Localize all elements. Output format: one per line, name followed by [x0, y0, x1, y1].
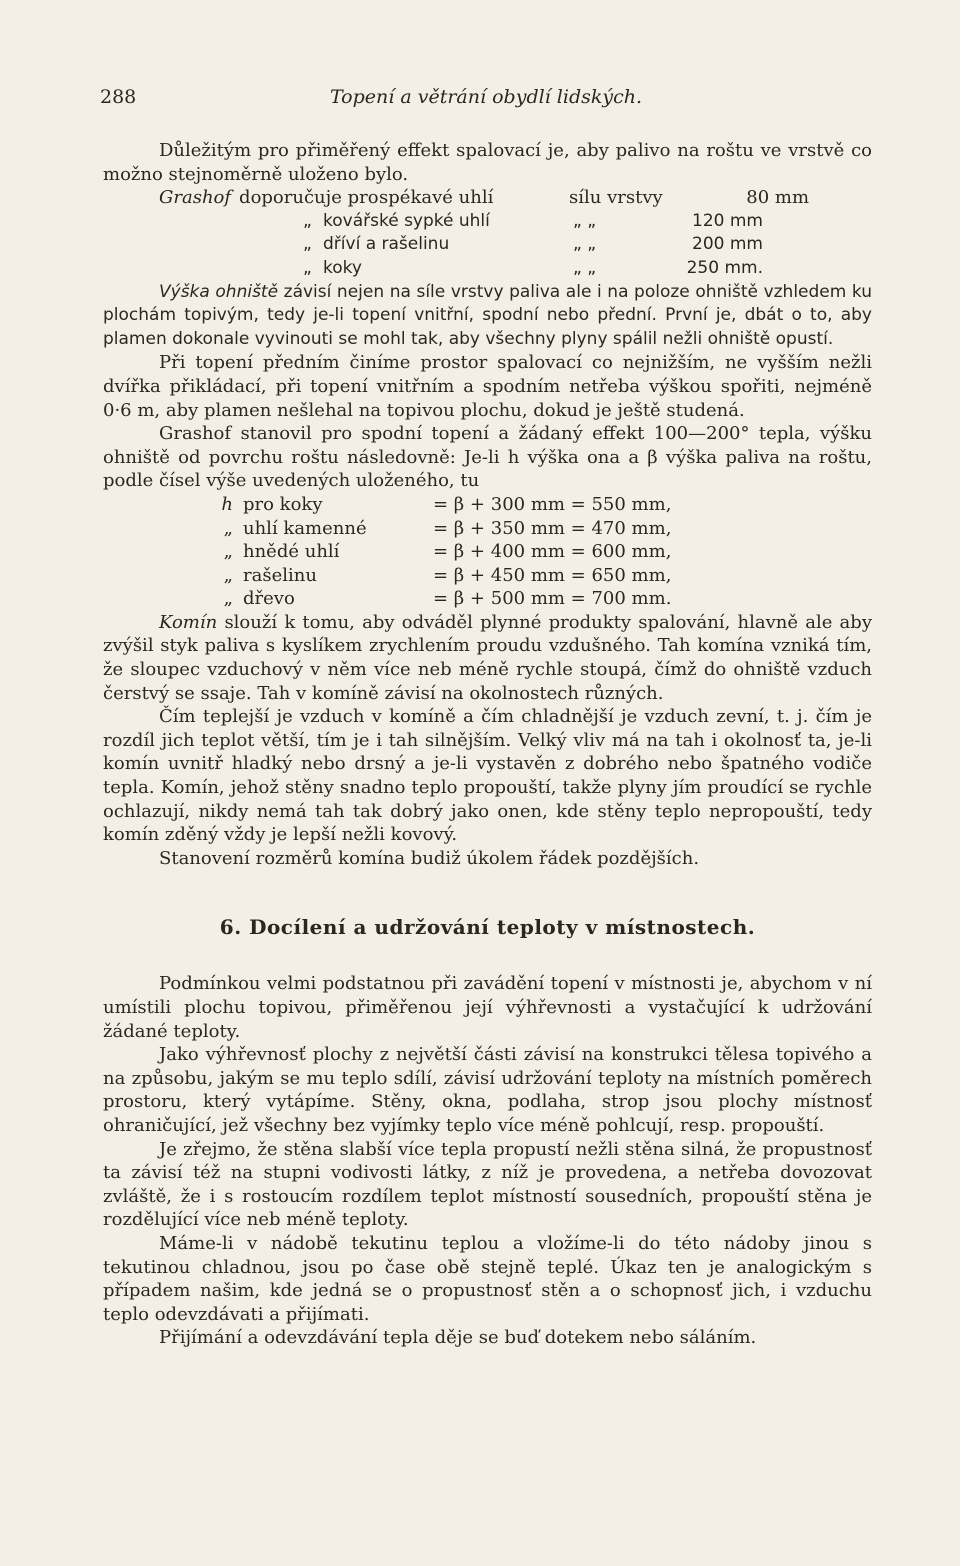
formula-row — [103, 587, 872, 611]
row-item: koky — [323, 257, 362, 278]
row-name: dřevo — [243, 588, 295, 610]
row-expr: = β + 400 mm = 600 mm, — [433, 541, 672, 563]
paragraph: Je zřejmo, že stěna slabší více tepla propustí nežli stěna silná, že propustnosť ta závisí též na stupni vodivosti látky, z níž je provedena, a netřeba dovozovat zvláště, že i s rostoucím rozdílem teplot místností sousedních, propouští stěna je rozdělující více neb méně teploty. — [103, 1138, 872, 1231]
row-expr: = β + 450 mm = 650 mm, — [433, 564, 672, 586]
row-name: rašelinu — [243, 564, 317, 586]
row-lead: „ — [223, 564, 233, 586]
grashof-row — [103, 210, 872, 234]
row-label: „ „ — [573, 210, 597, 231]
formula-row — [103, 493, 872, 517]
formula-row — [103, 540, 872, 564]
row-lead: h — [221, 493, 233, 515]
grashof-row — [103, 257, 872, 281]
page-number: 288 — [100, 86, 137, 108]
paragraph: Máme-li v nádobě tekutinu teplou a vložíme-li do této nádoby jinou s tekutinou chladnou, jsou po čase obě stejně teplé. Úkaz ten je analogickým s případem našim, kde jedná se o propustnosť stěn a o schopnosť jich, i vzduchu teplo odevzdávati a přijímati. — [103, 1232, 872, 1325]
paragraph — [103, 281, 872, 352]
row-lead: „ — [223, 588, 233, 610]
paragraph-text: slouží k tomu, aby odváděl plynné produkty spalování, hlavně ale aby zvýšil styk paliva s kyslíkem zrychlením proudu vzdušného. Tah komína vzniká tím, že sloupec vzduchový v něm více neb méně rychle stoupá, čímž do ohniště vzduch čerstvý se ssaje. Tah v komíně závisí na okolnostech různých. — [103, 611, 872, 704]
row-lead: „ — [303, 210, 312, 231]
row-label: „ „ — [573, 234, 597, 255]
row-lead: „ — [303, 234, 312, 255]
row-label: „ „ — [573, 257, 597, 278]
row-label: sílu vrstvy — [569, 187, 663, 209]
section-heading: 6. Docílení a udržování teploty v místnostech. — [219, 915, 756, 940]
row-item: kovářské sypké uhlí — [323, 210, 490, 231]
row-lead: doporučuje pro — [239, 187, 379, 209]
grashof-row — [103, 186, 872, 210]
row-value: 120 mm — [692, 210, 763, 231]
term: Komín — [159, 611, 218, 633]
paragraph-text: závisí nejen na síle vrstvy paliva ale i na poloze ohniště vzhledem ku plochám topivým, tedy je-li topení vnitřní, spodní nebo přední. První je, dbát o to, aby plamen dokonale vyvinouti se mohl tak, aby všechny plyny spálil nežli ohniště opustí. — [103, 281, 873, 349]
running-title: Topení a větrání obydlí lidských. — [329, 86, 643, 108]
paragraph: Stanovení rozměrů komína budiž úkolem řádek pozdějších. — [159, 847, 700, 869]
page-header — [100, 86, 872, 114]
row-lead: „ — [223, 517, 233, 539]
row-item: spékavé uhlí — [379, 187, 494, 209]
row-expr: = β + 300 mm = 550 mm, — [433, 493, 672, 515]
row-name: uhlí kamenné — [243, 517, 367, 539]
formula-row — [103, 517, 872, 541]
formula-row — [103, 564, 872, 588]
grashof-row — [103, 233, 872, 257]
row-value: 80 mm — [746, 187, 810, 209]
paragraph — [103, 611, 872, 705]
paragraph: Přijímání a odevzdávání tepla děje se buď dotekem nebo sáláním. — [159, 1327, 757, 1349]
row-item: dříví a rašelinu — [323, 234, 450, 255]
row-expr: = β + 500 mm = 700 mm. — [433, 588, 672, 610]
paragraph: Při topení předním činíme prostor spalovací co nejnižším, ne vyšším nežli dvířka přikládací, při topení vnitřním a spodním netřeba výškou spořiti, nejméně 0·6 m, aby plamen nešlehal na topivou plochu, dokud je ještě studená. — [103, 352, 872, 421]
term: Výška ohniště — [159, 281, 279, 302]
paragraph: Jako výhřevnosť plochy z největší části závisí na konstrukci tělesa topivého a na způsobu, jakým se mu teplo sdílí, závisí udržování teploty na místních poměrech prostoru, který vytápíme. Stěny, okna, podlaha, strop jsou plochy místnosť ohraničující, jež všechny bez vyjímky teplo více méně pohlcují, resp. propouští. — [103, 1044, 872, 1136]
row-lead: „ — [303, 257, 312, 278]
row-name: hnědé uhlí — [243, 541, 340, 563]
row-expr: = β + 350 mm = 470 mm, — [433, 517, 672, 539]
paragraph: Důležitým pro přiměřený effekt spalovací je, aby palivo na roštu ve vrstvě co možno stejnoměrně uloženo bylo. — [103, 140, 872, 185]
page-body — [103, 139, 872, 1350]
row-lead: „ — [223, 541, 233, 563]
paragraph: Čím teplejší je vzduch v komíně a čím chladnější je vzduch zevní, t. j. čím je rozdíl jich teplot větší, tím je i tah silnějším. Velký vliv má na tah i okolnosť ta, je-li komín uvnitř hladký nebo drsný a je-li vystavěn z dobrého nebo špatného vodiče tepla. Komín, jehož stěny snadno teplo propouští, takže plyny jím proudící se rychle ochlazují, nikdy nemá tah tak dobrý jako onen, kde stěny teplo nepropouští, tedy komín zděný vždy je lepší nežli kovový. — [103, 706, 872, 846]
row-value: 200 mm — [692, 234, 763, 255]
row-value: 250 mm. — [686, 257, 763, 278]
paragraph: Podmínkou velmi podstatnou při zavádění topení v místnosti je, abychom v ní umístili plochu topivou, přiměřenou její výhřevnosti a vystačující k udržování žádané teploty. — [103, 973, 872, 1042]
author-name: Grashof — [159, 187, 232, 209]
paragraph: Grashof stanovil pro spodní topení a žádaný effekt 100—200° tepla, výšku ohniště od povrchu roštu následovně: Je-li h výška ona a β výška paliva na roštu, podle čísel výše uvedených uloženého, tu — [103, 423, 872, 492]
row-name: pro koky — [243, 493, 323, 515]
